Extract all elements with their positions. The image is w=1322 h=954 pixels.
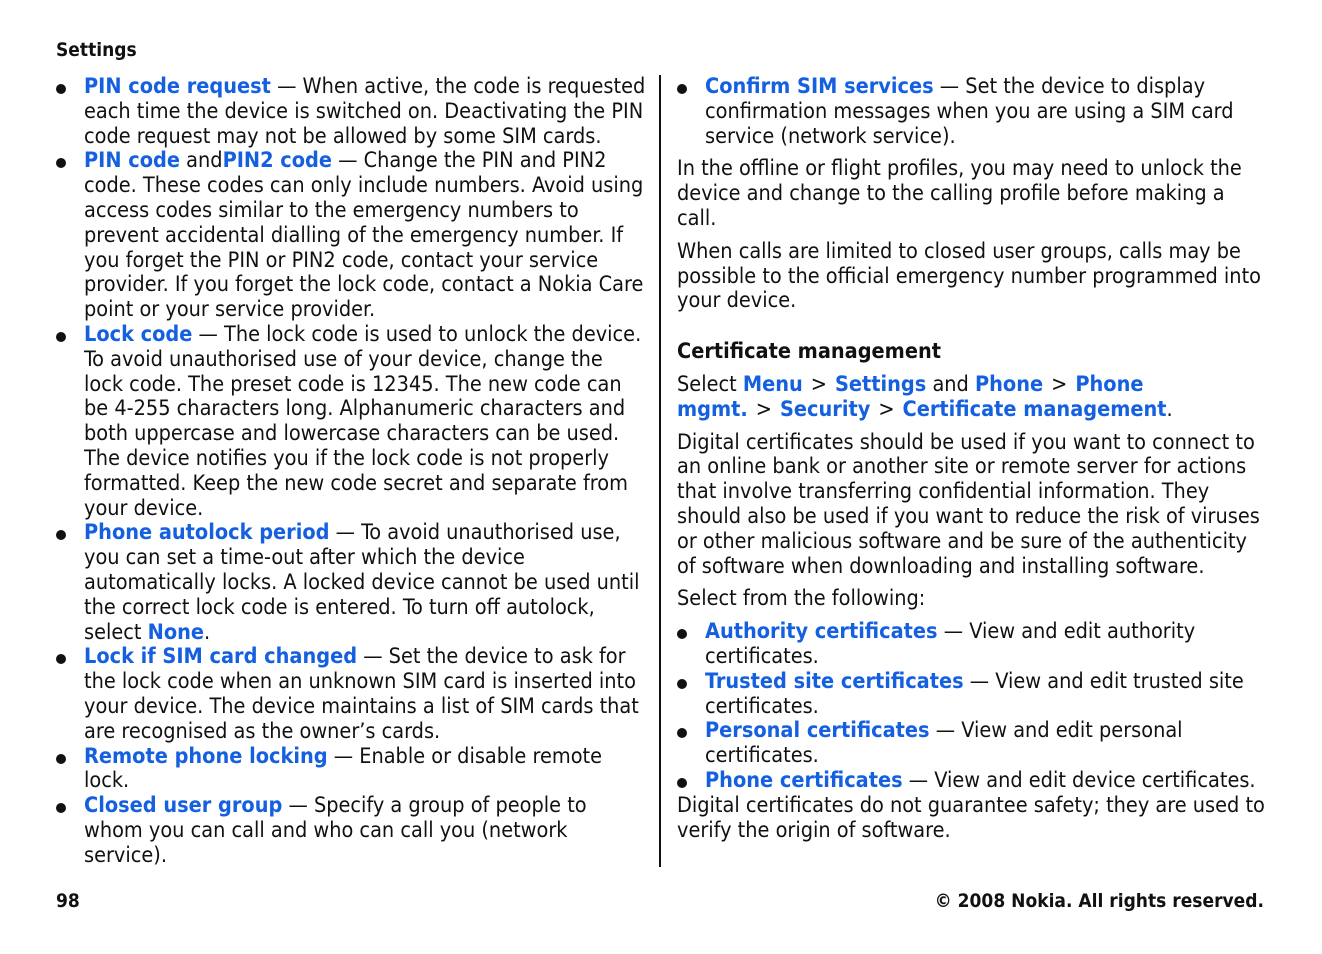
closed-user-group-link[interactable]: Closed user group <box>84 793 283 819</box>
phone-certificates-link[interactable]: Phone certificates <box>705 767 903 793</box>
bullet-icon <box>56 84 66 94</box>
list-item-description: — Change the PIN and PIN2 code. These codes can only include numbers. Avoid using access codes similar to the emergency numbers to prevent accidental dialling of the emergency number. If you forget the PIN or PIN2 code, contact your service provider. If you forget the lock code, contact a Nokia Care point or your service provider. <box>84 148 644 323</box>
bullet-icon <box>56 754 66 764</box>
paragraph-digital-certificates: Digital certificates should be used if you want to connect to an online bank or another site or remote server for actions that involve transferring confidential information. They should also be used if you want to reduce the risk of viruses or other malicious software and be sure of the authenticity of software when downloading and installing software. <box>677 429 1260 579</box>
bullet-icon <box>56 332 66 342</box>
copyright-notice: © 2008 Nokia. All rights reserved. <box>934 890 1264 912</box>
nav-certificate-management-link[interactable]: Certificate management <box>902 396 1167 422</box>
column-divider <box>659 75 661 867</box>
lock-if-sim-changed-link[interactable]: Lock if SIM card changed <box>84 644 358 670</box>
list-item-phone-certificates <box>677 769 1269 794</box>
nav-separator: > <box>878 396 895 422</box>
nav-menu-link[interactable]: Menu <box>742 371 803 397</box>
nav-separator: > <box>755 396 772 422</box>
list-item-pin-code <box>56 149 646 323</box>
list-item-description: — The lock code is used to unlock the device. To avoid unauthorised use of your device, change the lock code. The preset code is 12345. The new code can be 4-255 characters long. Alphanumeric characters and both uppercase and lowercase characters can be used. The device notifies you if the lock code is not properly formatted. Keep the new code secret and separate from your device. <box>84 321 642 521</box>
bullet-icon <box>56 158 66 168</box>
right-column <box>677 75 1269 851</box>
personal-certificates-link[interactable]: Personal certificates <box>705 718 930 744</box>
bullet-icon <box>677 778 687 788</box>
list-item-description: — View and edit authority certificates. <box>705 619 1196 669</box>
pin2-code-link[interactable]: PIN2 code <box>222 148 333 174</box>
list-item-closed-user-group <box>56 794 646 868</box>
navigation-path <box>677 373 1269 423</box>
list-item-description: — View and edit personal certificates. <box>705 718 1183 769</box>
lock-code-link[interactable]: Lock code <box>84 321 193 347</box>
left-column <box>56 75 646 869</box>
pin-code-link[interactable]: PIN code <box>84 148 181 174</box>
list-item-trusted-site-certificates <box>677 670 1269 720</box>
list-item-description: — Set the device to ask for the lock code when an unknown SIM card is inserted into your device. The device maintains a list of SIM cards that are recognised as the owner’s cards. <box>84 644 639 744</box>
bullet-icon <box>56 530 66 540</box>
remote-phone-locking-link[interactable]: Remote phone locking <box>84 743 328 769</box>
paragraph-closed-user-groups: When calls are limited to closed user groups, calls may be possible to the official emergency number programmed into your device. <box>677 238 1261 314</box>
list-item-description: — View and edit device certificates. <box>902 767 1256 793</box>
sim-services-list <box>677 75 1269 149</box>
nav-separator: > <box>1051 371 1068 397</box>
pin-code-request-link[interactable]: PIN code request <box>84 74 271 99</box>
bullet-icon <box>677 84 687 94</box>
list-item-description: — When active, the code is requested each time the device is switched on. Deactivating the PIN code request may not be allowed by some SIM cards. <box>84 74 646 149</box>
trusted-site-certificates-link[interactable]: Trusted site certificates <box>705 668 964 694</box>
list-item-description: — Specify a group of people to whom you can call and who can call you (network service). <box>84 793 587 868</box>
none-option-link[interactable]: None <box>147 619 204 645</box>
list-item-pin-code-request <box>56 75 646 149</box>
nav-phone-link[interactable]: Phone <box>974 371 1044 397</box>
page-header-section: Settings <box>56 39 137 61</box>
nav-phone-mgmt-link[interactable]: Phone mgmt. <box>677 371 1144 422</box>
authority-certificates-link[interactable]: Authority certificates <box>705 619 938 645</box>
list-item-tail: . <box>204 619 211 645</box>
list-item-lock-code <box>56 323 646 521</box>
list-item-description: — To avoid unauthorised use, you can set a time-out after which the device automatically locks. A locked device cannot be used until the correct lock code is entered. To turn off autolock, select <box>84 520 640 645</box>
confirm-sim-services-link[interactable]: Confirm SIM services <box>705 74 934 99</box>
paragraph-select-from: Select from the following: <box>677 586 926 612</box>
nav-security-link[interactable]: Security <box>779 396 871 422</box>
nav-end-punctuation: . <box>1166 396 1173 422</box>
bullet-icon <box>56 654 66 664</box>
certificates-list <box>677 620 1269 794</box>
list-item-description: — Set the device to display confirmation messages when you are using a SIM card service (network service). <box>705 74 1234 149</box>
nav-separator: > <box>810 371 827 397</box>
paragraph-safety-note: Digital certificates do not guarantee safety; they are used to verify the origin of software. <box>677 792 1265 843</box>
list-item-remote-phone-locking <box>56 745 646 795</box>
paragraph-offline-profiles: In the offline or flight profiles, you may need to unlock the device and change to the calling profile before making a call. <box>677 156 1242 231</box>
list-item-phone-autolock-period <box>56 521 646 645</box>
settings-list <box>56 75 646 869</box>
list-item-authority-certificates <box>677 620 1269 670</box>
nav-select-text: Select <box>677 371 743 397</box>
phone-autolock-period-link[interactable]: Phone autolock period <box>84 520 330 546</box>
list-item-description: — Enable or disable remote lock. <box>84 743 603 794</box>
bullet-icon <box>56 803 66 813</box>
nav-and-text: and <box>926 371 975 397</box>
list-item-lock-if-sim-changed <box>56 645 646 744</box>
nav-settings-link[interactable]: Settings <box>834 371 927 397</box>
section-heading-certificate-management: Certificate management <box>677 339 941 365</box>
list-item-connector: and <box>180 148 223 174</box>
bullet-icon <box>677 728 687 738</box>
bullet-icon <box>677 679 687 689</box>
page-number: 98 <box>56 890 80 912</box>
bullet-icon <box>677 629 687 639</box>
list-item-description: — View and edit trusted site certificates. <box>705 668 1244 719</box>
list-item-confirm-sim-services <box>677 75 1269 149</box>
list-item-personal-certificates <box>677 719 1269 769</box>
